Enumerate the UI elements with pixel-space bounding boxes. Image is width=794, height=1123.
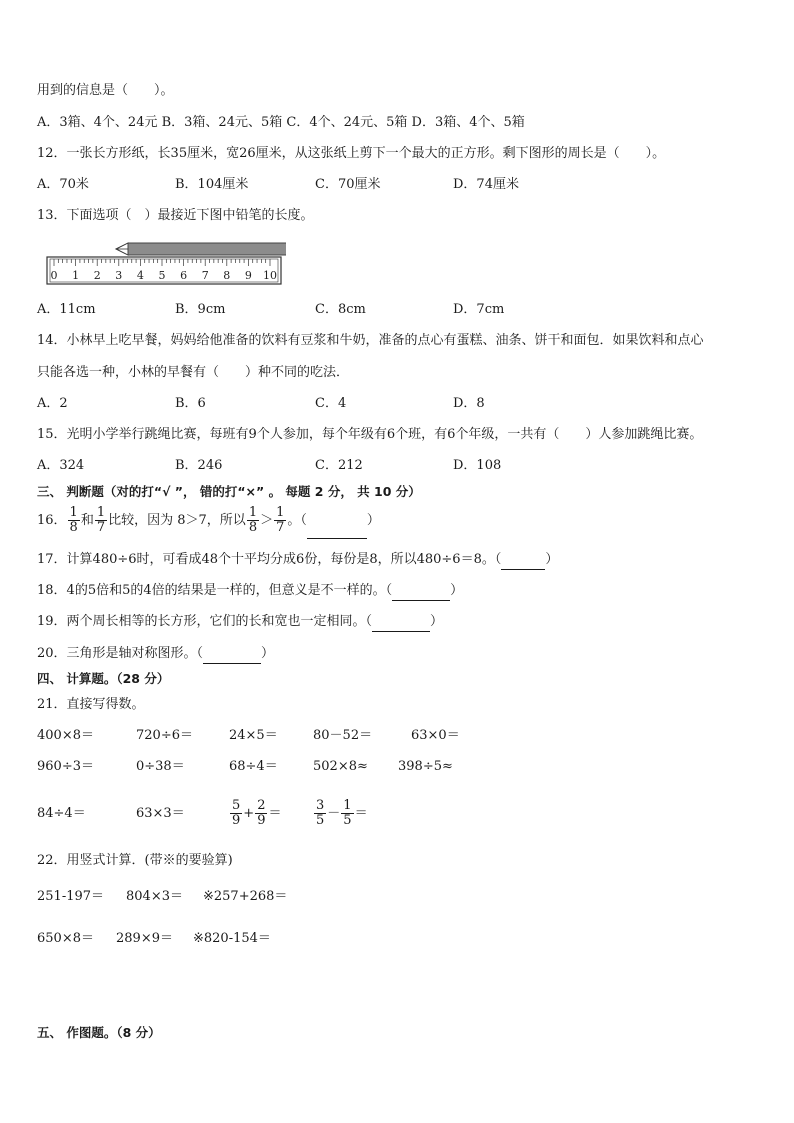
ruler-label: 8 xyxy=(223,269,231,282)
section-4-title: 四、 计算题。（28 分） xyxy=(37,671,170,686)
q19-line xyxy=(37,613,443,632)
q18-close: ） xyxy=(450,583,464,598)
q16-close: ） xyxy=(366,513,380,528)
q14-line2: 只能各选一种，小林的早餐有（ ）种不同的吃法． xyxy=(37,365,350,380)
q14-option-a: A．2 xyxy=(37,396,68,411)
q16-frac-1: $\frac{1}{8}$ xyxy=(69,505,78,535)
section-5-title: 五、 作图题。（8 分） xyxy=(37,1025,161,1040)
q11-options: A．3箱、4个、24元 B．3箱、24元、5箱 C．4个、24元、5箱 D．3箱、4个、5箱 xyxy=(37,115,525,130)
q16-answer-blank[interactable] xyxy=(307,504,367,539)
q21-frac-b-eq: ＝ xyxy=(354,806,368,821)
q14-option-d: D．8 xyxy=(453,396,485,411)
q13-option-a: A．11cm xyxy=(37,302,96,317)
q16-mid: 比较，因为 8＞7，所以 xyxy=(108,513,246,528)
q20-answer-blank[interactable] xyxy=(203,645,261,664)
q21-frac-a-eq: ＝ xyxy=(268,806,282,821)
q17-close: ） xyxy=(545,552,559,567)
q21-r2-c3: 68÷4＝ xyxy=(229,759,278,774)
q22-r1-c2: 804×3＝ xyxy=(126,889,183,904)
q13-text: 13．下面选项（ ）最接近下图中铅笔的长度。 xyxy=(37,208,314,223)
q13-option-d: D．7cm xyxy=(453,302,505,317)
q18-line xyxy=(37,582,463,601)
q20-line xyxy=(37,645,274,664)
q19-text: 19．两个周长相等的长方形，它们的长和宽也一定相同。（ xyxy=(37,614,373,629)
q12-option-d: D．74厘米 xyxy=(453,177,519,192)
q14-line1: 14．小林早上吃早餐，妈妈给他准备的饮料有豆浆和牛奶，准备的点心有蛋糕、油条、饼干和面包．如果饮料和点心 xyxy=(37,333,704,348)
q21-frac-b1: $\frac{3}{5}$ xyxy=(316,798,325,828)
q21-r1-c1: 400×8＝ xyxy=(37,728,94,743)
q12-option-a: A．70米 xyxy=(37,177,89,192)
q15-option-d: D．108 xyxy=(453,458,502,473)
section-3-title: 三、 判断题（对的打“√ ”， 错的打“×” 。 每题 2 分， 共 10 分） xyxy=(37,484,421,499)
q21-r2-c2: 0÷38＝ xyxy=(136,759,185,774)
q13-option-c: C．8cm xyxy=(315,302,366,317)
q16-frac-2: $\frac{1}{7}$ xyxy=(96,505,106,535)
pencil-ruler-figure xyxy=(46,240,286,286)
q21-frac-a-op: + xyxy=(243,806,255,821)
ruler-label: 7 xyxy=(201,269,209,282)
ruler-label: 6 xyxy=(180,269,188,282)
q21-frac-a2: $\frac{2}{9}$ xyxy=(257,798,266,828)
ruler-label: 3 xyxy=(115,269,123,282)
q21-r2-c4: 502×8≈ xyxy=(313,759,368,774)
ruler-label: 10 xyxy=(263,269,277,282)
q21-frac-b-op: － xyxy=(327,806,341,821)
q22-r2-c2: 289×9＝ xyxy=(116,931,173,946)
ruler-label: 1 xyxy=(72,269,80,282)
q21-r2-c1: 960÷3＝ xyxy=(37,759,94,774)
ruler-label: 2 xyxy=(93,269,101,282)
q12-option-b: B．104厘米 xyxy=(175,177,249,192)
ruler-label: 0 xyxy=(50,269,58,282)
q17-line xyxy=(37,551,558,570)
q21-r3-c2: 63×3＝ xyxy=(136,806,185,821)
q16-frac-3: $\frac{1}{8}$ xyxy=(248,505,258,535)
ruler-label: 4 xyxy=(136,269,144,282)
q12-text: 12．一张长方形纸，长35厘米，宽26厘米，从这张纸上剪下一个最大的正方形。剩下图形的周长是（ ）。 xyxy=(37,146,666,161)
q16-and: 和 xyxy=(80,513,94,528)
q15-option-a: A．324 xyxy=(37,458,85,473)
q22-text: 22．用竖式计算．(带※的要验算) xyxy=(37,853,233,868)
ruler-label: 9 xyxy=(244,269,252,282)
pencil-body xyxy=(128,243,286,255)
q21-frac-b2: $\frac{1}{5}$ xyxy=(343,798,352,828)
q20-text: 20．三角形是轴对称图形。（ xyxy=(37,646,204,661)
q15-text: 15．光明小学举行跳绳比赛，每班有9个人参加，每个年级有6个班，有6个年级，一共有（ ）人参加跳绳比赛。 xyxy=(37,427,703,442)
q22-r2-c3: ※820-154＝ xyxy=(193,931,271,946)
q12-option-c: C．70厘米 xyxy=(315,177,381,192)
q22-r1-c3: ※257+268＝ xyxy=(203,889,288,904)
q21-text: 21．直接写得数。 xyxy=(37,697,145,712)
q21-r3-c1: 84÷4＝ xyxy=(37,806,86,821)
q16-frac-4: $\frac{1}{7}$ xyxy=(276,505,285,535)
q13-option-b: B．9cm xyxy=(175,302,226,317)
ruler-svg xyxy=(46,240,286,286)
q22-r2-c1: 650×8＝ xyxy=(37,931,94,946)
q15-option-c: C．212 xyxy=(315,458,363,473)
q17-text: 17．计算480÷6时，可看成48个十平均分成6份，每份是8，所以480÷6＝8。（ xyxy=(37,552,502,567)
q16-prefix: 16． xyxy=(37,513,67,528)
q17-answer-blank[interactable] xyxy=(501,551,545,570)
q14-option-c: C．4 xyxy=(315,396,347,411)
q16-end: 。（ xyxy=(287,513,307,528)
q14-option-b: B．6 xyxy=(175,396,206,411)
q21-r1-c4: 80－52＝ xyxy=(313,728,373,743)
q21-r2-c5: 398÷5≈ xyxy=(398,759,453,774)
q19-answer-blank[interactable] xyxy=(372,613,430,632)
q21-r1-c2: 720÷6＝ xyxy=(136,728,193,743)
q18-text: 18．4的5倍和5的4倍的结果是一样的，但意义是不一样的。（ xyxy=(37,583,393,598)
q20-close: ） xyxy=(261,646,275,661)
ruler-label: 5 xyxy=(158,269,166,282)
q21-r3-c3 xyxy=(229,795,281,833)
q19-close: ） xyxy=(430,614,444,629)
q21-r1-c3: 24×5＝ xyxy=(229,728,278,743)
q18-answer-blank[interactable] xyxy=(392,582,450,601)
q21-r1-c5: 63×0＝ xyxy=(411,728,460,743)
q22-r1-c1: 251-197＝ xyxy=(37,889,105,904)
q11-tail: 用到的信息是（ ）。 xyxy=(37,83,174,98)
q16-line xyxy=(37,504,380,539)
q16-gt: ＞ xyxy=(260,513,274,528)
q21-frac-a1: $\frac{5}{9}$ xyxy=(232,798,241,828)
q15-option-b: B．246 xyxy=(175,458,223,473)
q21-r3-c4 xyxy=(313,795,368,833)
